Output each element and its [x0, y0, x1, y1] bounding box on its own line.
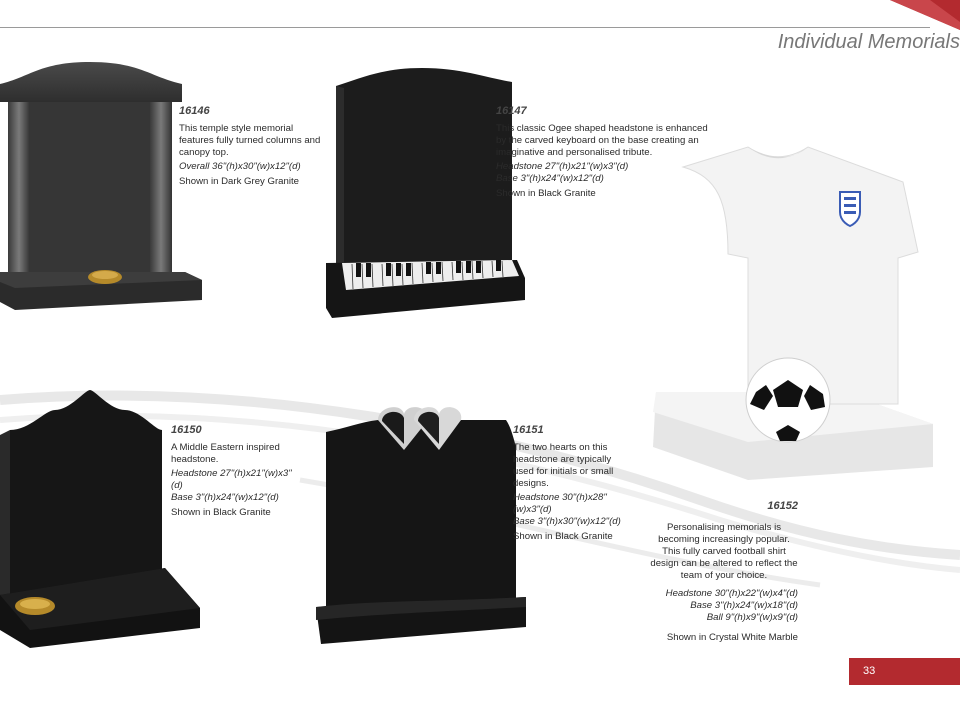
dimension-line: Headstone 27"(h)x21"(w)x3"(d)	[496, 161, 629, 172]
product-code: 16151	[513, 424, 544, 436]
dimension-line: Headstone 30"(h)x28"(w)x3"(d)	[513, 492, 607, 515]
product-material: Shown in Black Granite	[496, 188, 596, 199]
header-rule	[0, 27, 930, 28]
product-code: 16152	[767, 500, 798, 512]
dimension-line: Base 3"(h)x30"(w)x12"(d)	[513, 516, 621, 527]
product-description: This classic Ogee shaped headstone is enhanced by the carved keyboard on the base creating an imaginative and personalised tribute.	[496, 123, 708, 158]
product-16151	[513, 424, 633, 543]
section-title: Individual Memorials	[777, 31, 960, 53]
corner-accent	[890, 0, 960, 30]
dimension-line: Base 3"(h)x24"(w)x12"(d)	[496, 173, 604, 184]
dimension-line: Ball 9"(h)x9"(w)x9"(d)	[706, 612, 798, 623]
dimension-line: Base 3"(h)x24"(w)x18"(d)	[690, 600, 798, 611]
product-description: This temple style memorial features fully turned columns and canopy top.	[179, 123, 321, 158]
product-16150	[171, 424, 301, 519]
product-code: 16146	[179, 105, 210, 117]
product-16147	[496, 105, 711, 200]
dimension-line: Base 3"(h)x24"(w)x12"(d)	[171, 492, 279, 503]
product-dimensions	[513, 492, 633, 528]
product-dimensions	[171, 468, 301, 504]
page-number-tab	[849, 658, 960, 685]
product-code: 16147	[496, 105, 527, 117]
product-material: Shown in Black Granite	[171, 507, 271, 518]
product-dimensions	[640, 588, 798, 624]
memorial-16151-image	[316, 402, 528, 648]
product-description: The two hearts on this headstone are typically used for initials or small designs.	[513, 442, 614, 489]
product-16152	[640, 500, 798, 644]
dimension-line: Headstone 30"(h)x22"(w)x4"(d)	[665, 588, 798, 599]
product-description: A Middle Eastern inspired headstone.	[171, 442, 280, 465]
product-16146	[179, 105, 329, 188]
product-dimensions	[179, 161, 329, 173]
page-number: 33	[863, 665, 876, 677]
product-material: Shown in Crystal White Marble	[666, 632, 798, 643]
dimension-line: Headstone 27"(h)x21"(w)x3"(d)	[171, 468, 292, 491]
product-material: Shown in Dark Grey Granite	[179, 176, 299, 187]
product-material: Shown in Black Granite	[513, 531, 613, 542]
memorial-16146-image	[0, 62, 205, 317]
product-description: Personalising memorials is becoming increasingly popular. This fully carved football shirt design can be altered to reflect the team of your choice.	[650, 522, 798, 581]
product-dimensions	[496, 161, 711, 185]
dimension-line: Overall 36"(h)x30"(w)x12"(d)	[179, 161, 301, 172]
product-code: 16150	[171, 424, 202, 436]
